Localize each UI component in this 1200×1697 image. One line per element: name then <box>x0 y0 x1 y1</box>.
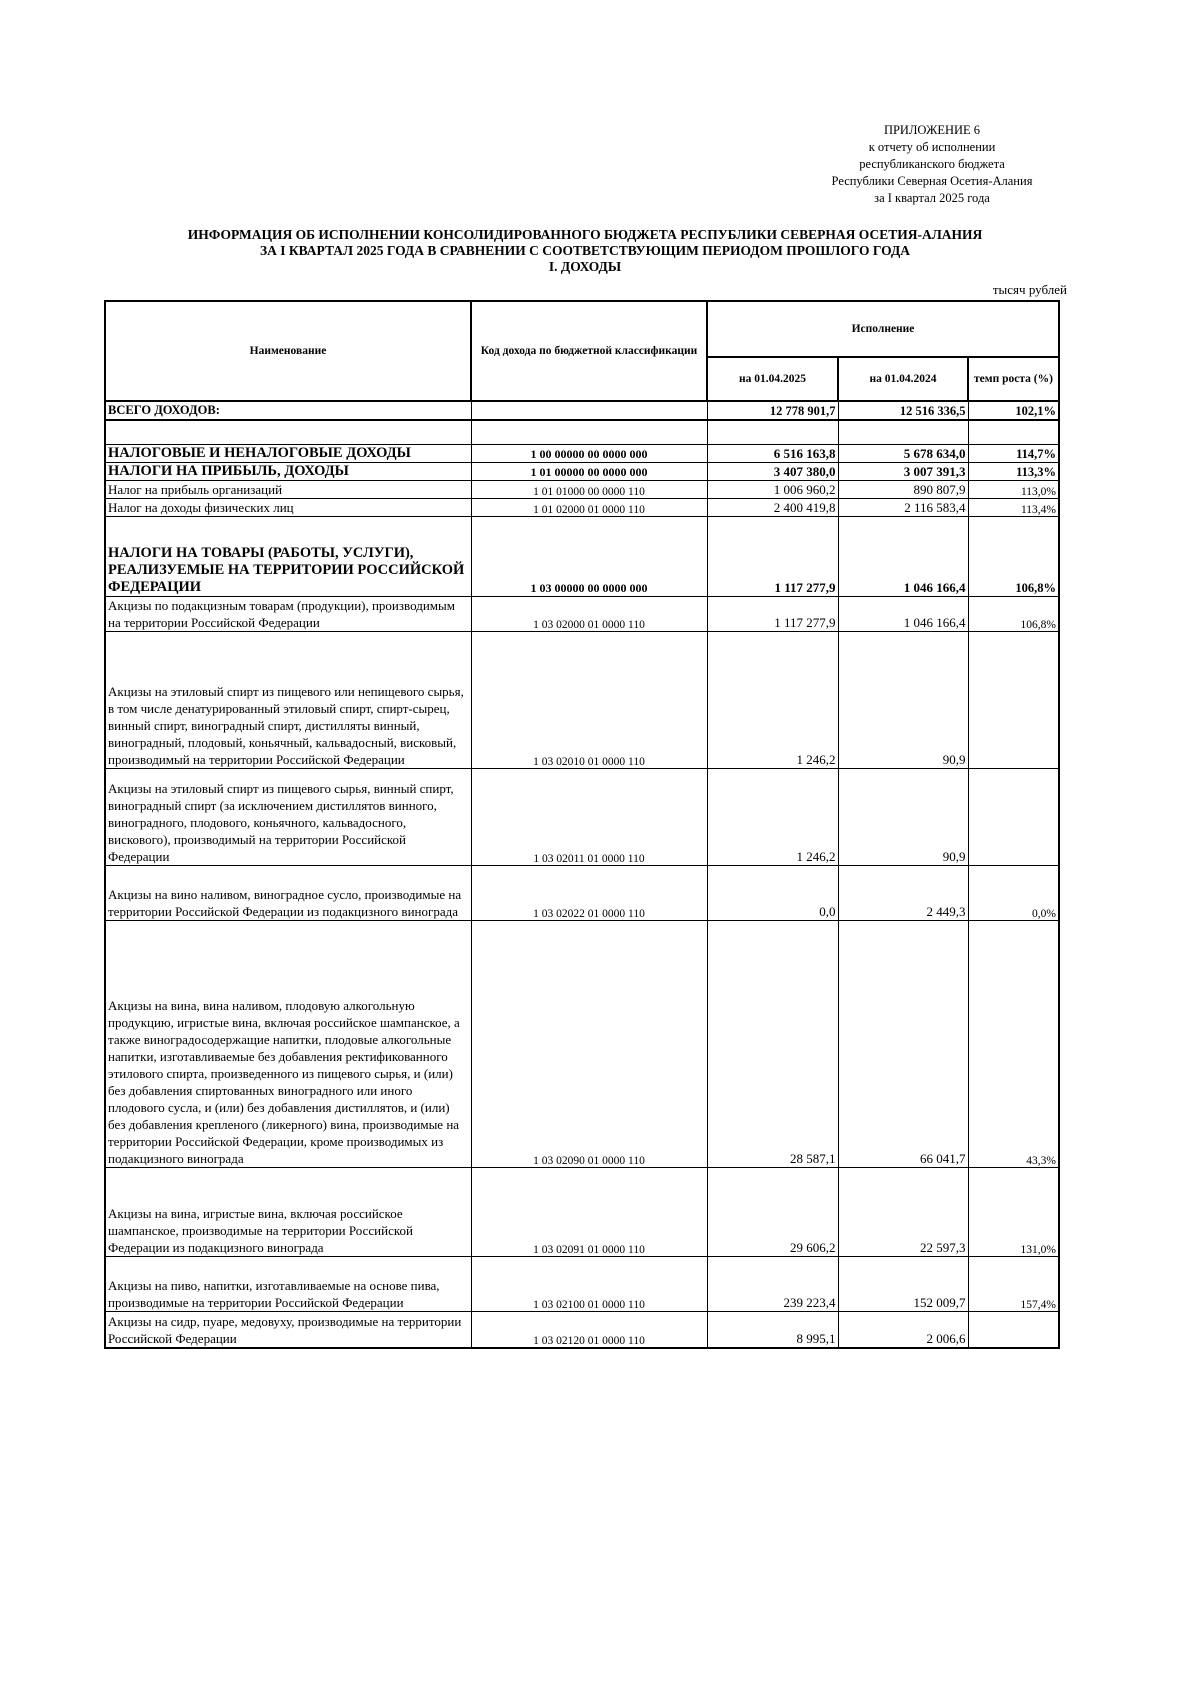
row-value-2024: 1 046 166,4 <box>838 516 968 596</box>
row-growth: 113,4% <box>968 498 1059 516</box>
appendix-line: за I квартал 2025 года <box>874 191 990 205</box>
row-value-2024: 152 009,7 <box>838 1256 968 1311</box>
table-row <box>105 480 1059 498</box>
table-row <box>105 865 1059 920</box>
row-code: 1 03 02000 01 0000 110 <box>471 596 707 631</box>
row-value-2024: 12 516 336,5 <box>838 401 968 420</box>
row-name: Акцизы на пиво, напитки, изготавливаемые на основе пива, производимые на территории Российской Федерации <box>105 1256 471 1311</box>
row-code: 1 03 02120 01 0000 110 <box>471 1311 707 1348</box>
table-row <box>105 1256 1059 1311</box>
row-code: 1 01 00000 00 0000 000 <box>471 462 707 480</box>
units-label: тысяч рублей <box>992 282 1067 297</box>
document-title <box>100 227 1070 275</box>
appendix-note <box>802 122 1062 207</box>
title-line: ИНФОРМАЦИЯ ОБ ИСПОЛНЕНИИ КОНСОЛИДИРОВАННОГО БЮДЖЕТА РЕСПУБЛИКИ СЕВЕРНАЯ ОСЕТИЯ-АЛАНИЯ <box>187 227 983 242</box>
row-value-2025: 0,0 <box>707 865 838 920</box>
row-value-2024: 90,9 <box>838 768 968 865</box>
row-growth: 102,1% <box>968 401 1059 420</box>
row-value-2024: 3 007 391,3 <box>838 462 968 480</box>
header-date-2024: на 01.04.2024 <box>838 357 968 401</box>
table-row <box>105 596 1059 631</box>
header-date-2025: на 01.04.2025 <box>707 357 838 401</box>
table-row <box>105 444 1059 462</box>
row-growth: 131,0% <box>968 1167 1059 1256</box>
row-value-2024: 2 449,3 <box>838 865 968 920</box>
row-value-2025: 1 246,2 <box>707 631 838 768</box>
row-growth: 113,3% <box>968 462 1059 480</box>
row-growth: 113,0% <box>968 480 1059 498</box>
appendix-line: ПРИЛОЖЕНИЕ 6 <box>883 123 981 137</box>
header-growth: темп роста (%) <box>968 357 1059 401</box>
row-value-2024: 1 046 166,4 <box>838 596 968 631</box>
row-name: НАЛОГОВЫЕ И НЕНАЛОГОВЫЕ ДОХОДЫ <box>105 444 471 462</box>
row-code: 1 03 02090 01 0000 110 <box>471 920 707 1167</box>
row-value-2025: 1 246,2 <box>707 768 838 865</box>
table-row <box>105 462 1059 480</box>
row-growth <box>968 1311 1059 1348</box>
row-name: НАЛОГИ НА ТОВАРЫ (РАБОТЫ, УСЛУГИ), РЕАЛИЗУЕМЫЕ НА ТЕРРИТОРИИ РОССИЙСКОЙ ФЕДЕРАЦИИ <box>105 516 471 596</box>
table-row <box>105 516 1059 596</box>
row-value-2024: 90,9 <box>838 631 968 768</box>
table-row <box>105 401 1059 420</box>
row-code: 1 03 02022 01 0000 110 <box>471 865 707 920</box>
row-value-2024: 66 041,7 <box>838 920 968 1167</box>
row-value-2025: 8 995,1 <box>707 1311 838 1348</box>
row-code: 1 03 02100 01 0000 110 <box>471 1256 707 1311</box>
row-value-2025: 28 587,1 <box>707 920 838 1167</box>
row-name: Акцизы на сидр, пуаре, медовуху, производимые на территории Российской Федерации <box>105 1311 471 1348</box>
row-name: Налог на доходы физических лиц <box>105 498 471 516</box>
row-value-2025: 1 117 277,9 <box>707 516 838 596</box>
table-row <box>105 920 1059 1167</box>
row-growth: 0,0% <box>968 865 1059 920</box>
row-value-2025: 239 223,4 <box>707 1256 838 1311</box>
table-row <box>105 768 1059 865</box>
row-code: 1 03 00000 00 0000 000 <box>471 516 707 596</box>
row-code <box>471 401 707 420</box>
row-value-2025: 2 400 419,8 <box>707 498 838 516</box>
row-growth <box>968 768 1059 865</box>
row-value-2024: 22 597,3 <box>838 1167 968 1256</box>
row-value-2025: 1 006 960,2 <box>707 480 838 498</box>
row-code: 1 00 00000 00 0000 000 <box>471 444 707 462</box>
row-value-2025: 1 117 277,9 <box>707 596 838 631</box>
table-row <box>105 1167 1059 1256</box>
revenue-table <box>104 300 1060 1349</box>
row-code: 1 01 01000 00 0000 110 <box>471 480 707 498</box>
row-value-2024: 890 807,9 <box>838 480 968 498</box>
row-value-2025: 12 778 901,7 <box>707 401 838 420</box>
row-name: НАЛОГИ НА ПРИБЫЛЬ, ДОХОДЫ <box>105 462 471 480</box>
row-value-2025: 3 407 380,0 <box>707 462 838 480</box>
appendix-line: республиканского бюджета <box>859 157 1005 171</box>
row-name: Акцизы по подакцизным товарам (продукции), производимым на территории Российской Федерации <box>105 596 471 631</box>
row-code: 1 03 02011 01 0000 110 <box>471 768 707 865</box>
appendix-line: Республики Северная Осетия-Алания <box>831 174 1033 188</box>
row-growth <box>968 631 1059 768</box>
row-value-2024: 5 678 634,0 <box>838 444 968 462</box>
row-name: Налог на прибыль организаций <box>105 480 471 498</box>
row-name: Акцизы на вина, игристые вина, включая российское шампанское, производимые на территории Российской Федерации из подакцизного винограда <box>105 1167 471 1256</box>
row-growth: 114,7% <box>968 444 1059 462</box>
row-value-2024: 2 006,6 <box>838 1311 968 1348</box>
title-line: ЗА I КВАРТАЛ 2025 ГОДА В СРАВНЕНИИ С СООТВЕТСТВУЮЩИМ ПЕРИОДОМ ПРОШЛОГО ГОДА <box>259 243 911 258</box>
row-name: Акцизы на вина, вина наливом, плодовую алкогольную продукцию, игристые вина, включая российское шампанское, а также виноградосодержащие напитки, плодовые алкогольные напитки, изготавливаемые без добавления ректификованного этилового спирта, произведенного из пищевого сырья, и (или) без добавления спиртованных виноградного или иного плодового сусла, и (или) без добавления дистиллятов, и (или) без добавления крепленого (ликерного) вина, производимые на территории Российской Федерации, кроме производимых из подакцизного винограда <box>105 920 471 1167</box>
row-value-2024: 2 116 583,4 <box>838 498 968 516</box>
table-row <box>105 631 1059 768</box>
row-growth: 157,4% <box>968 1256 1059 1311</box>
table-row <box>105 498 1059 516</box>
table-row <box>105 1311 1059 1348</box>
row-code: 1 01 02000 01 0000 110 <box>471 498 707 516</box>
appendix-line: к отчету об исполнении <box>868 140 996 154</box>
row-name: Акцизы на этиловый спирт из пищевого или непищевого сырья, в том числе денатурированный этиловый спирт, спирт-сырец, винный спирт, виноградный спирт, дистилляты винный, виноградный, плодовый, коньячный, кальвадосный, висковый, производимый на территории Российской Федерации <box>105 631 471 768</box>
row-growth: 106,8% <box>968 516 1059 596</box>
row-growth: 43,3% <box>968 920 1059 1167</box>
section-title: I. ДОХОДЫ <box>548 259 622 274</box>
row-code: 1 03 02091 01 0000 110 <box>471 1167 707 1256</box>
row-value-2025: 6 516 163,8 <box>707 444 838 462</box>
row-name: ВСЕГО ДОХОДОВ: <box>105 401 471 420</box>
row-growth: 106,8% <box>968 596 1059 631</box>
row-name: Акцизы на этиловый спирт из пищевого сырья, винный спирт, виноградный спирт (за исключением дистиллятов винного, виноградного, плодового, коньячного, кальвадосного, вискового), производимый на территории Российской Федерации <box>105 768 471 865</box>
header-name: Наименование <box>105 301 471 401</box>
header-execution: Исполнение <box>707 301 1059 357</box>
header-code: Код дохода по бюджетной классификации <box>471 301 707 401</box>
spacer-row <box>105 420 1059 444</box>
row-code: 1 03 02010 01 0000 110 <box>471 631 707 768</box>
row-name: Акцизы на вино наливом, виноградное сусло, производимые на территории Российской Федерации из подакцизного винограда <box>105 865 471 920</box>
row-value-2025: 29 606,2 <box>707 1167 838 1256</box>
